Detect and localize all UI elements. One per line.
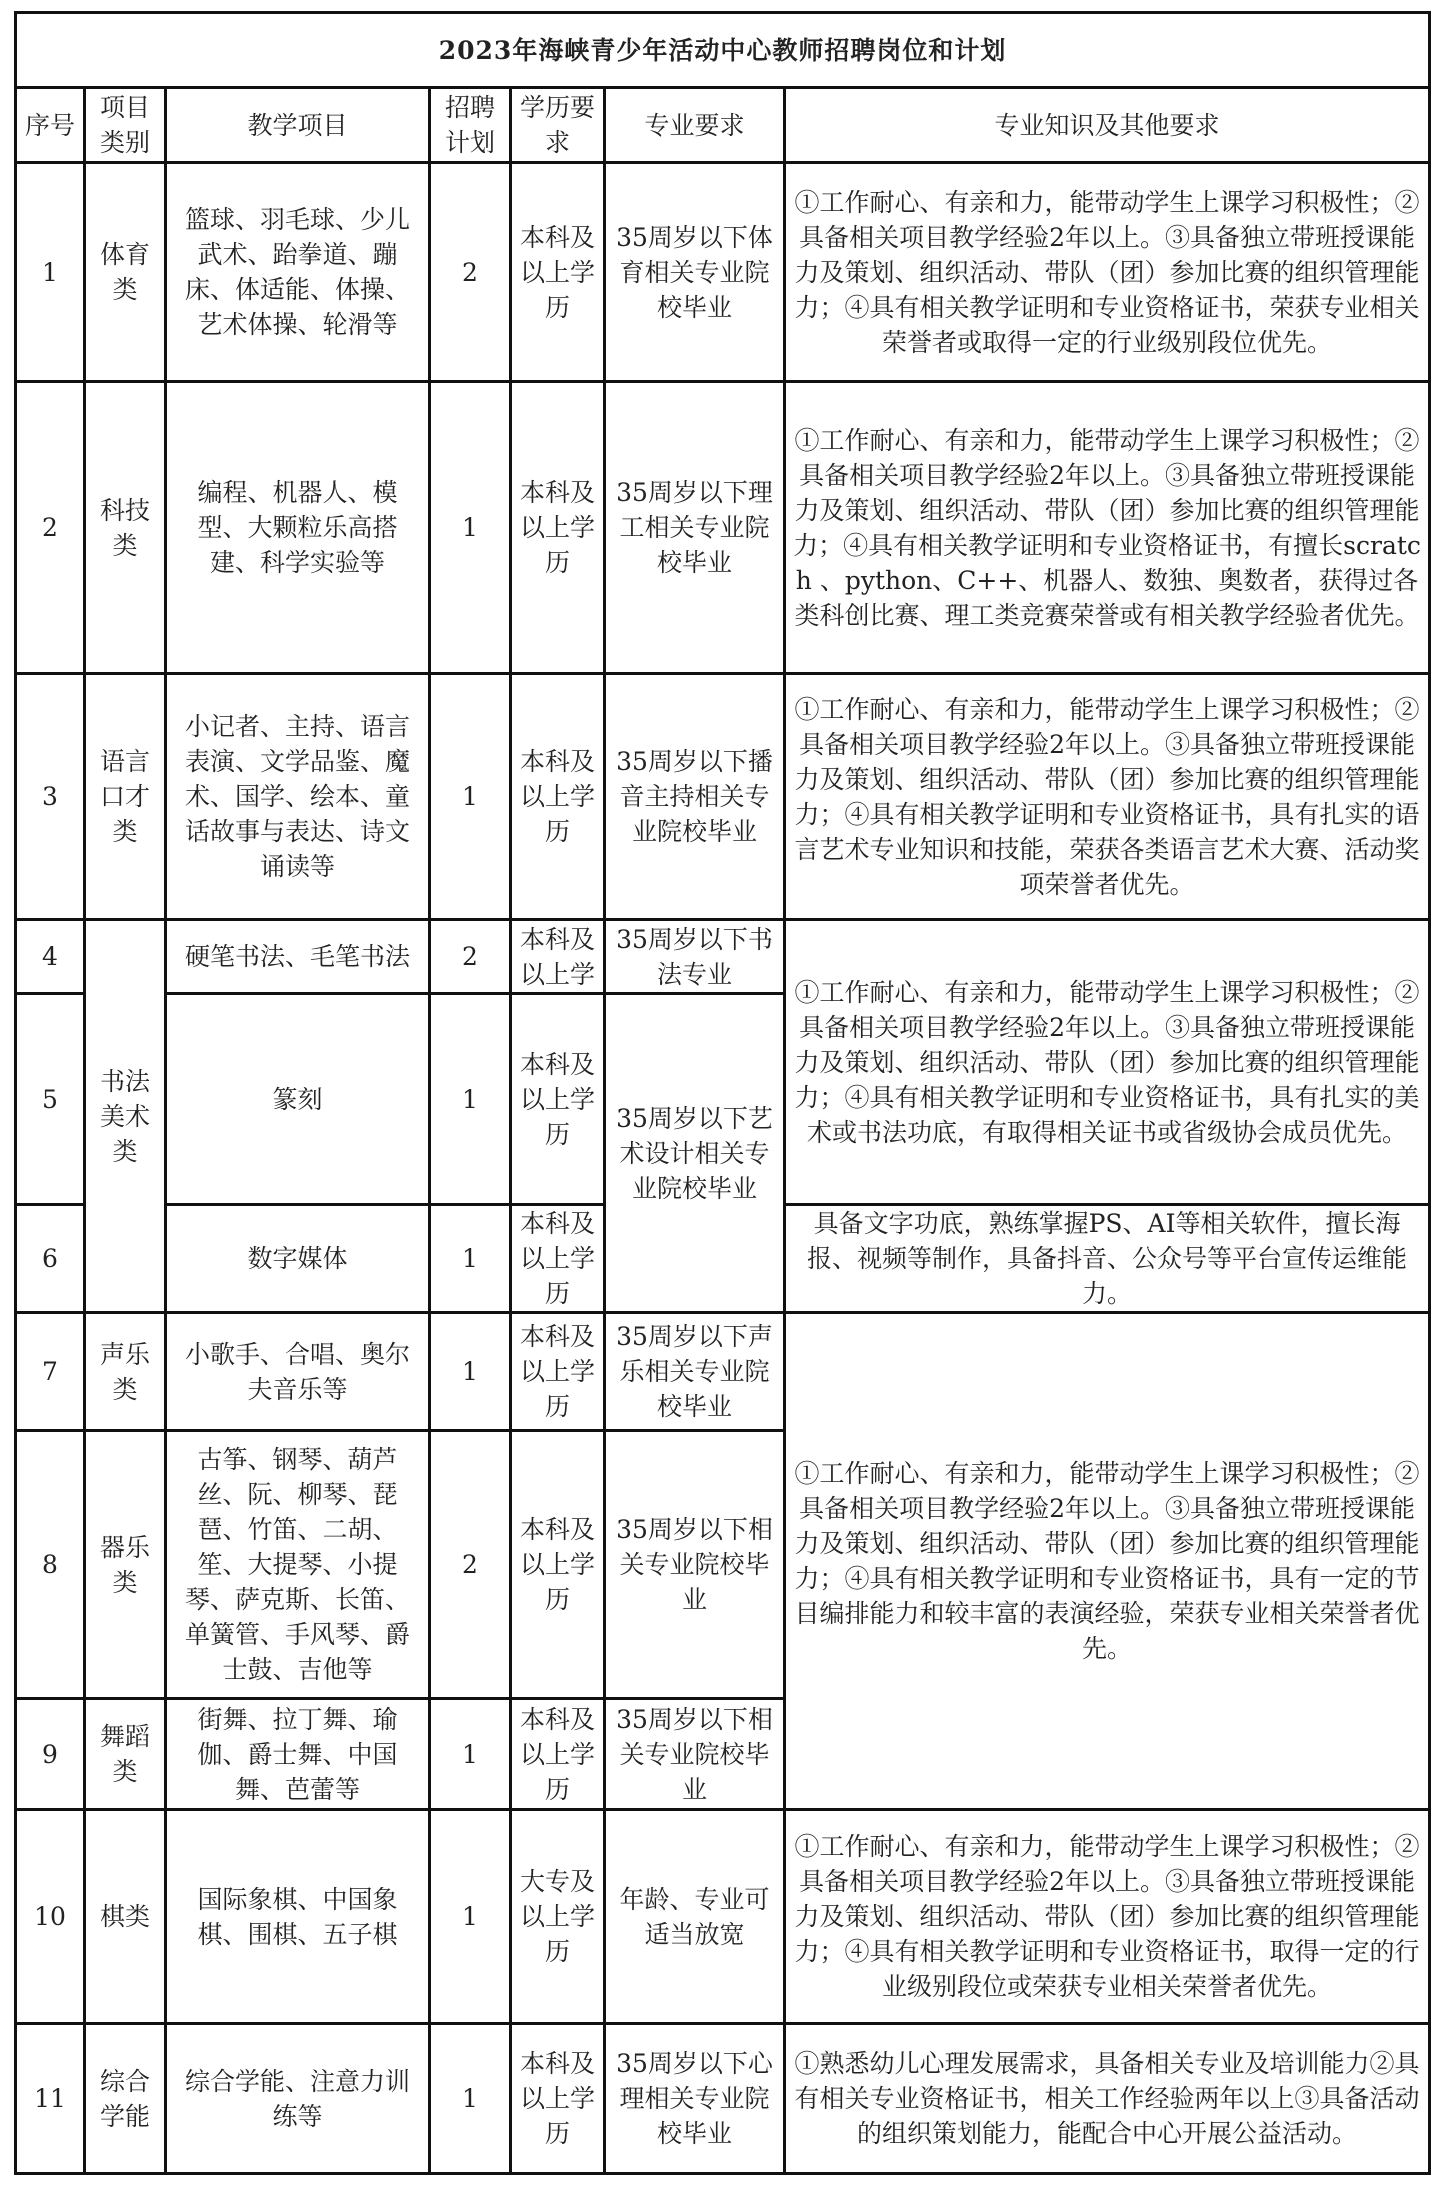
cell-category: 舞蹈类 bbox=[85, 1699, 166, 1810]
cell-other: ①工作耐心、有亲和力，能带动学生上课学习积极性；②具备相关项目教学经验2年以上。③具备独立带班授课能力及策划、组织活动、带队（团）参加比赛的组织管理能力；④具有相关教学证明和专业资格证书，具有扎实的语言艺术专业知识和技能，荣获各类语言艺术大赛、活动奖项荣誉者优先。 bbox=[785, 674, 1430, 920]
cell-education: 本科及以上学历 bbox=[511, 1313, 605, 1431]
cell-no: 9 bbox=[16, 1699, 85, 1810]
cell-other: 具备文字功底，熟练掌握PS、AI等相关软件，擅长海报、视频等制作，具备抖音、公众号等平台宣传运维能力。 bbox=[785, 1205, 1430, 1313]
cell-plan: 1 bbox=[430, 994, 511, 1205]
table-row bbox=[16, 674, 1430, 920]
recruitment-table bbox=[14, 11, 1431, 2175]
cell-major: 35周岁以下声乐相关专业院校毕业 bbox=[605, 1313, 785, 1431]
cell-plan: 1 bbox=[430, 2024, 511, 2174]
cell-category: 语言口才类 bbox=[85, 674, 166, 920]
cell-no: 3 bbox=[16, 674, 85, 920]
cell-major: 35周岁以下心理相关专业院校毕业 bbox=[605, 2024, 785, 2174]
cell-project: 综合学能、注意力训练等 bbox=[166, 2024, 430, 2174]
cell-no: 5 bbox=[16, 994, 85, 1205]
cell-category: 科技类 bbox=[85, 382, 166, 674]
table-row bbox=[16, 2024, 1430, 2174]
cell-no: 7 bbox=[16, 1313, 85, 1431]
cell-category: 综合学能 bbox=[85, 2024, 166, 2174]
table-row bbox=[16, 163, 1430, 382]
header-no: 序号 bbox=[16, 88, 85, 163]
cell-education: 本科及以上学历 bbox=[511, 382, 605, 674]
header-project: 教学项目 bbox=[166, 88, 430, 163]
cell-project: 小歌手、合唱、奥尔夫音乐等 bbox=[166, 1313, 430, 1431]
header-plan: 招聘计划 bbox=[430, 88, 511, 163]
cell-project: 数字媒体 bbox=[166, 1205, 430, 1313]
cell-plan: 1 bbox=[430, 1699, 511, 1810]
cell-project: 硬笔书法、毛笔书法 bbox=[166, 920, 430, 994]
cell-plan: 2 bbox=[430, 163, 511, 382]
cell-education: 本科及以上学历 bbox=[511, 1699, 605, 1810]
cell-education: 本科及以上学历 bbox=[511, 163, 605, 382]
header-major: 专业要求 bbox=[605, 88, 785, 163]
cell-plan: 1 bbox=[430, 1205, 511, 1313]
cell-category: 体育类 bbox=[85, 163, 166, 382]
header-category: 项目类别 bbox=[85, 88, 166, 163]
table-row bbox=[16, 1313, 1430, 1431]
cell-plan: 2 bbox=[430, 1431, 511, 1699]
cell-other: ①工作耐心、有亲和力，能带动学生上课学习积极性；②具备相关项目教学经验2年以上。③具备独立带班授课能力及策划、组织活动、带队（团）参加比赛的组织管理能力；④具有相关教学证明和专业资格证书，具有扎实的美术或书法功底，有取得相关证书或省级协会成员优先。 bbox=[785, 920, 1430, 1205]
cell-other: ①工作耐心、有亲和力，能带动学生上课学习积极性；②具备相关项目教学经验2年以上。③具备独立带班授课能力及策划、组织活动、带队（团）参加比赛的组织管理能力；④具有相关教学证明和专业资格证书，具有一定的节目编排能力和较丰富的表演经验，荣获专业相关荣誉者优先。 bbox=[785, 1313, 1430, 1810]
table-row bbox=[16, 1810, 1430, 2024]
table-title: 2023年海峡青少年活动中心教师招聘岗位和计划 bbox=[16, 13, 1430, 88]
cell-other: ①工作耐心、有亲和力，能带动学生上课学习积极性；②具备相关项目教学经验2年以上。③具备独立带班授课能力及策划、组织活动、带队（团）参加比赛的组织管理能力；④具有相关教学证明和专业资格证书，荣获专业相关荣誉者或取得一定的行业级别段位优先。 bbox=[785, 163, 1430, 382]
cell-education: 本科及以上学历 bbox=[511, 994, 605, 1205]
cell-project: 小记者、主持、语言表演、文学品鉴、魔术、国学、绘本、童话故事与表达、诗文诵读等 bbox=[166, 674, 430, 920]
cell-plan: 2 bbox=[430, 920, 511, 994]
cell-no: 4 bbox=[16, 920, 85, 994]
cell-plan: 1 bbox=[430, 382, 511, 674]
cell-no: 11 bbox=[16, 2024, 85, 2174]
cell-plan: 1 bbox=[430, 674, 511, 920]
cell-major: 35周岁以下相关专业院校毕业 bbox=[605, 1699, 785, 1810]
cell-category: 声乐类 bbox=[85, 1313, 166, 1431]
cell-project: 国际象棋、中国象棋、围棋、五子棋 bbox=[166, 1810, 430, 2024]
cell-no: 8 bbox=[16, 1431, 85, 1699]
cell-no: 1 bbox=[16, 163, 85, 382]
cell-project: 篮球、羽毛球、少儿武术、跆拳道、蹦床、体适能、体操、艺术体操、轮滑等 bbox=[166, 163, 430, 382]
cell-plan: 1 bbox=[430, 1810, 511, 2024]
cell-other: ①工作耐心、有亲和力，能带动学生上课学习积极性；②具备相关项目教学经验2年以上。③具备独立带班授课能力及策划、组织活动、带队（团）参加比赛的组织管理能力；④具有相关教学证明和专业资格证书，有擅长scratch 、python、C++、机器人、数独、奥数者，获得过各类科创比赛、理工类竞赛荣誉或有相关教学经验者优先。 bbox=[785, 382, 1430, 674]
cell-education: 本科及以上学历 bbox=[511, 1431, 605, 1699]
cell-education: 本科及以上学历 bbox=[511, 674, 605, 920]
cell-major: 35周岁以下理工相关专业院校毕业 bbox=[605, 382, 785, 674]
header-row bbox=[16, 88, 1430, 163]
cell-other: ①熟悉幼儿心理发展需求，具备相关专业及培训能力②具有相关专业资格证书，相关工作经验两年以上③具备活动的组织策划能力，能配合中心开展公益活动。 bbox=[785, 2024, 1430, 2174]
table-row bbox=[16, 382, 1430, 674]
cell-education: 本科及以上学 bbox=[511, 920, 605, 994]
cell-category: 器乐类 bbox=[85, 1431, 166, 1699]
cell-category: 书法美术类 bbox=[85, 920, 166, 1313]
cell-major: 35周岁以下播音主持相关专业院校毕业 bbox=[605, 674, 785, 920]
cell-project: 古筝、钢琴、葫芦丝、阮、柳琴、琵琶、竹笛、二胡、笙、大提琴、小提琴、萨克斯、长笛、单簧管、手风琴、爵士鼓、吉他等 bbox=[166, 1431, 430, 1699]
cell-education: 大专及以上学历 bbox=[511, 1810, 605, 2024]
cell-no: 2 bbox=[16, 382, 85, 674]
cell-project: 街舞、拉丁舞、瑜伽、爵士舞、中国舞、芭蕾等 bbox=[166, 1699, 430, 1810]
header-education: 学历要求 bbox=[511, 88, 605, 163]
cell-major: 35周岁以下相关专业院校毕业 bbox=[605, 1431, 785, 1699]
table-row bbox=[16, 920, 1430, 994]
header-other: 专业知识及其他要求 bbox=[785, 88, 1430, 163]
cell-no: 10 bbox=[16, 1810, 85, 2024]
cell-plan: 1 bbox=[430, 1313, 511, 1431]
cell-major: 35周岁以下艺术设计相关专业院校毕业 bbox=[605, 994, 785, 1313]
cell-project: 篆刻 bbox=[166, 994, 430, 1205]
cell-major: 35周岁以下书法专业 bbox=[605, 920, 785, 994]
cell-other: ①工作耐心、有亲和力，能带动学生上课学习积极性；②具备相关项目教学经验2年以上。③具备独立带班授课能力及策划、组织活动、带队（团）参加比赛的组织管理能力；④具有相关教学证明和专业资格证书，取得一定的行业级别段位或荣获专业相关荣誉者优先。 bbox=[785, 1810, 1430, 2024]
cell-major: 35周岁以下体育相关专业院校毕业 bbox=[605, 163, 785, 382]
cell-project: 编程、机器人、模型、大颗粒乐高搭建、科学实验等 bbox=[166, 382, 430, 674]
cell-education: 本科及以上学历 bbox=[511, 2024, 605, 2174]
cell-no: 6 bbox=[16, 1205, 85, 1313]
cell-education: 本科及以上学历 bbox=[511, 1205, 605, 1313]
cell-category: 棋类 bbox=[85, 1810, 166, 2024]
cell-major: 年龄、专业可适当放宽 bbox=[605, 1810, 785, 2024]
